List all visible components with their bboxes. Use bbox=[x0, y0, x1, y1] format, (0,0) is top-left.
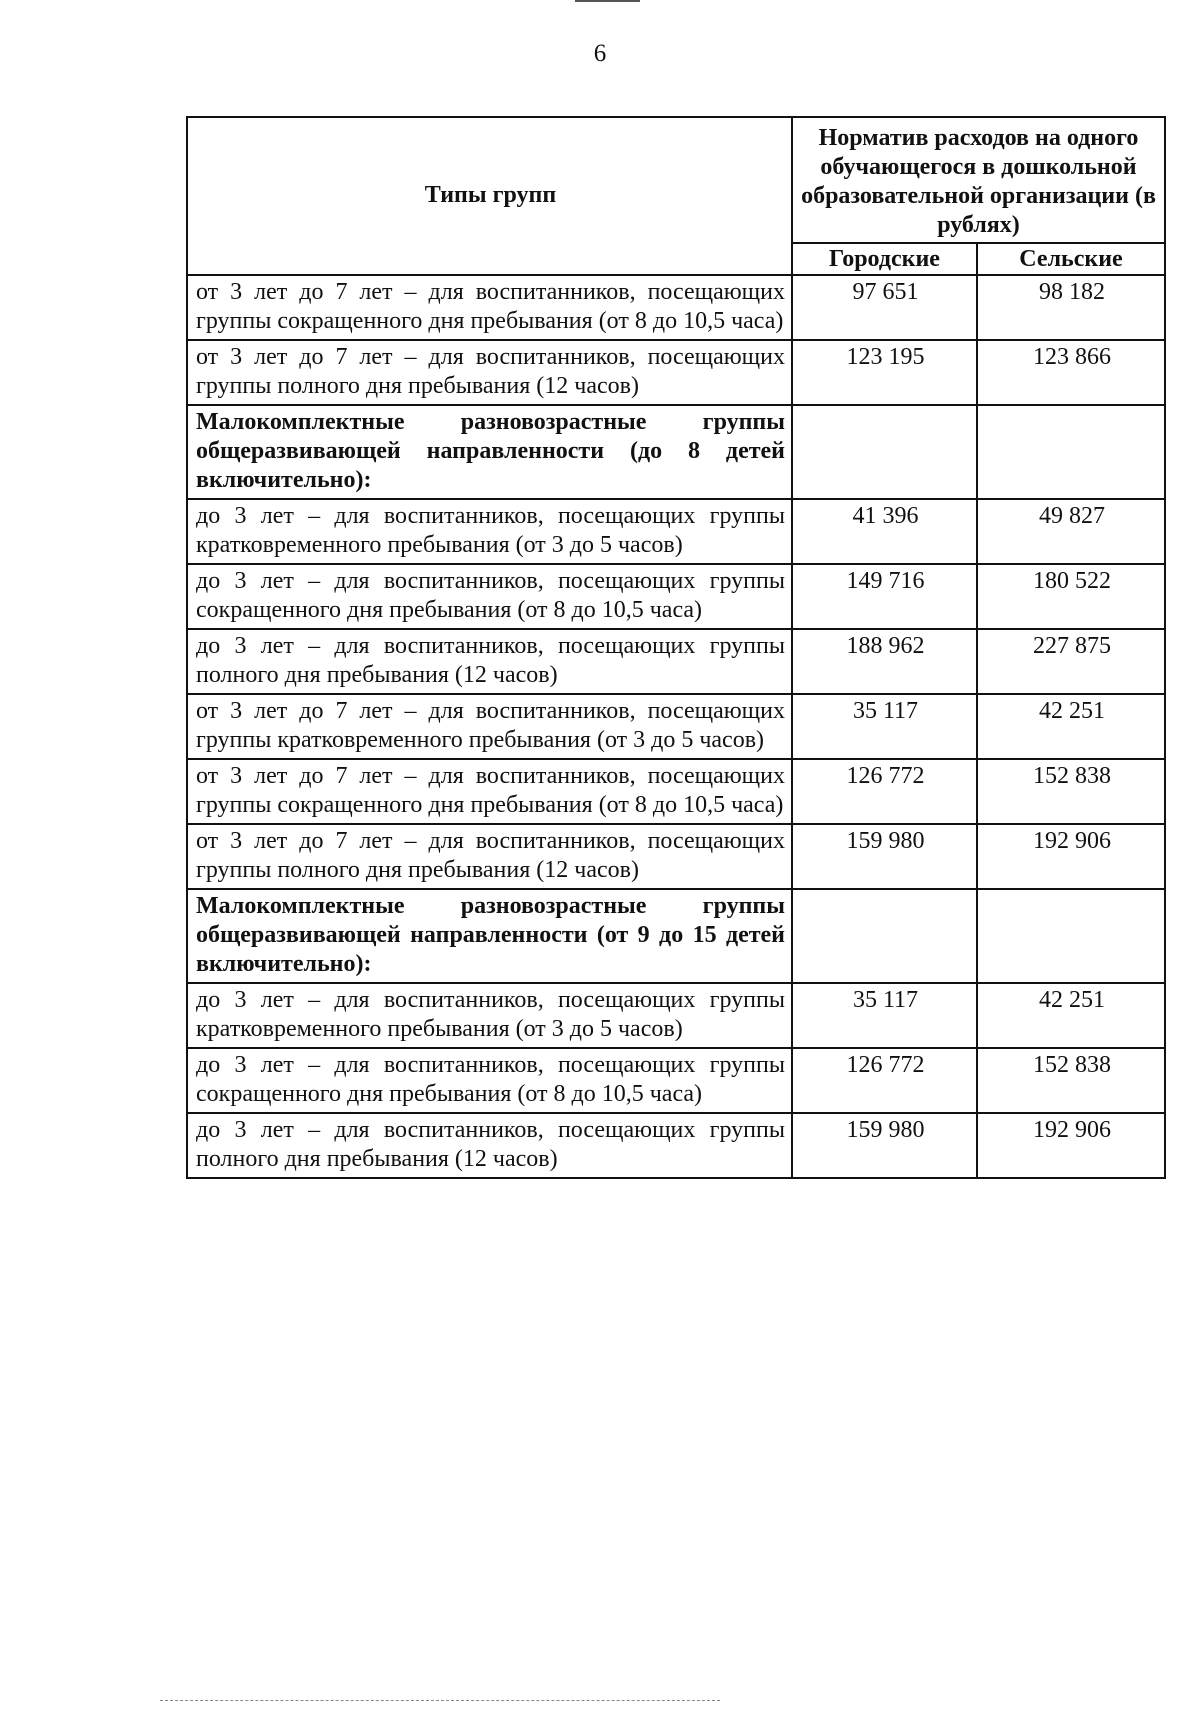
table-row bbox=[187, 983, 1165, 1048]
table-row bbox=[187, 1048, 1165, 1113]
table-row bbox=[187, 824, 1165, 889]
table-body bbox=[187, 275, 1165, 1178]
rural-value: 152 838 bbox=[977, 759, 1165, 824]
rural-value: 98 182 bbox=[977, 275, 1165, 340]
urban-value: 97 651 bbox=[792, 275, 977, 340]
table-row bbox=[187, 759, 1165, 824]
page-number: 6 bbox=[593, 40, 607, 67]
table-row bbox=[187, 694, 1165, 759]
urban-value: 35 117 bbox=[792, 694, 977, 759]
urban-value bbox=[792, 889, 977, 983]
table-row bbox=[187, 629, 1165, 694]
section-row bbox=[187, 889, 1165, 983]
header-urban: Городские bbox=[792, 243, 977, 275]
urban-value: 126 772 bbox=[792, 1048, 977, 1113]
group-description: до 3 лет – для воспитанников, посещающих группы полного дня пребывания (12 часов) bbox=[187, 1113, 792, 1178]
group-description: до 3 лет – для воспитанников, посещающих группы сокращенного дня пребывания (от 8 до 10,5 часа) bbox=[187, 564, 792, 629]
group-description: от 3 лет до 7 лет – для воспитанников, посещающих группы полного дня пребывания (12 часов) bbox=[187, 824, 792, 889]
rural-value: 49 827 bbox=[977, 499, 1165, 564]
group-description: до 3 лет – для воспитанников, посещающих группы кратковременного пребывания (от 3 до 5 часов) bbox=[187, 499, 792, 564]
rural-value: 152 838 bbox=[977, 1048, 1165, 1113]
urban-value: 149 716 bbox=[792, 564, 977, 629]
section-row bbox=[187, 405, 1165, 499]
rural-value: 192 906 bbox=[977, 1113, 1165, 1178]
header-norm: Норматив расходов на одного обучающегося в дошкольной образовательной организации (в рублях) bbox=[792, 117, 1165, 243]
section-title: Малокомплектные разновозрастные группы общеразвивающей направленности (до 8 детей включительно): bbox=[187, 405, 792, 499]
group-description: до 3 лет – для воспитанников, посещающих группы полного дня пребывания (12 часов) bbox=[187, 629, 792, 694]
table-row bbox=[187, 564, 1165, 629]
table-header-row bbox=[187, 117, 1165, 243]
rural-value: 123 866 bbox=[977, 340, 1165, 405]
rural-value bbox=[977, 889, 1165, 983]
urban-value: 159 980 bbox=[792, 824, 977, 889]
urban-value: 159 980 bbox=[792, 1113, 977, 1178]
table-row bbox=[187, 275, 1165, 340]
norms-table bbox=[186, 116, 1166, 1179]
rural-value: 42 251 bbox=[977, 983, 1165, 1048]
group-description: от 3 лет до 7 лет – для воспитанников, посещающих группы сокращенного дня пребывания (от 8 до 10,5 часа) bbox=[187, 759, 792, 824]
rural-value: 227 875 bbox=[977, 629, 1165, 694]
urban-value: 35 117 bbox=[792, 983, 977, 1048]
header-group-types: Типы групп bbox=[187, 117, 792, 275]
table-row bbox=[187, 499, 1165, 564]
table-row bbox=[187, 340, 1165, 405]
table-row bbox=[187, 1113, 1165, 1178]
section-title: Малокомплектные разновозрастные группы общеразвивающей направленности (от 9 до 15 детей включительно): bbox=[187, 889, 792, 983]
urban-value: 41 396 bbox=[792, 499, 977, 564]
group-description: от 3 лет до 7 лет – для воспитанников, посещающих группы полного дня пребывания (12 часов) bbox=[187, 340, 792, 405]
rural-value: 180 522 bbox=[977, 564, 1165, 629]
scan-top-rule bbox=[575, 0, 640, 2]
rural-value bbox=[977, 405, 1165, 499]
rural-value: 192 906 bbox=[977, 824, 1165, 889]
header-rural: Сельские bbox=[977, 243, 1165, 275]
group-description: от 3 лет до 7 лет – для воспитанников, посещающих группы кратковременного пребывания (от 3 до 5 часов) bbox=[187, 694, 792, 759]
urban-value: 188 962 bbox=[792, 629, 977, 694]
urban-value: 126 772 bbox=[792, 759, 977, 824]
group-description: до 3 лет – для воспитанников, посещающих группы кратковременного пребывания (от 3 до 5 часов) bbox=[187, 983, 792, 1048]
urban-value: 123 195 bbox=[792, 340, 977, 405]
urban-value bbox=[792, 405, 977, 499]
scan-bottom-rule bbox=[160, 1700, 720, 1702]
group-description: от 3 лет до 7 лет – для воспитанников, посещающих группы сокращенного дня пребывания (от 8 до 10,5 часа) bbox=[187, 275, 792, 340]
rural-value: 42 251 bbox=[977, 694, 1165, 759]
group-description: до 3 лет – для воспитанников, посещающих группы сокращенного дня пребывания (от 8 до 10,5 часа) bbox=[187, 1048, 792, 1113]
